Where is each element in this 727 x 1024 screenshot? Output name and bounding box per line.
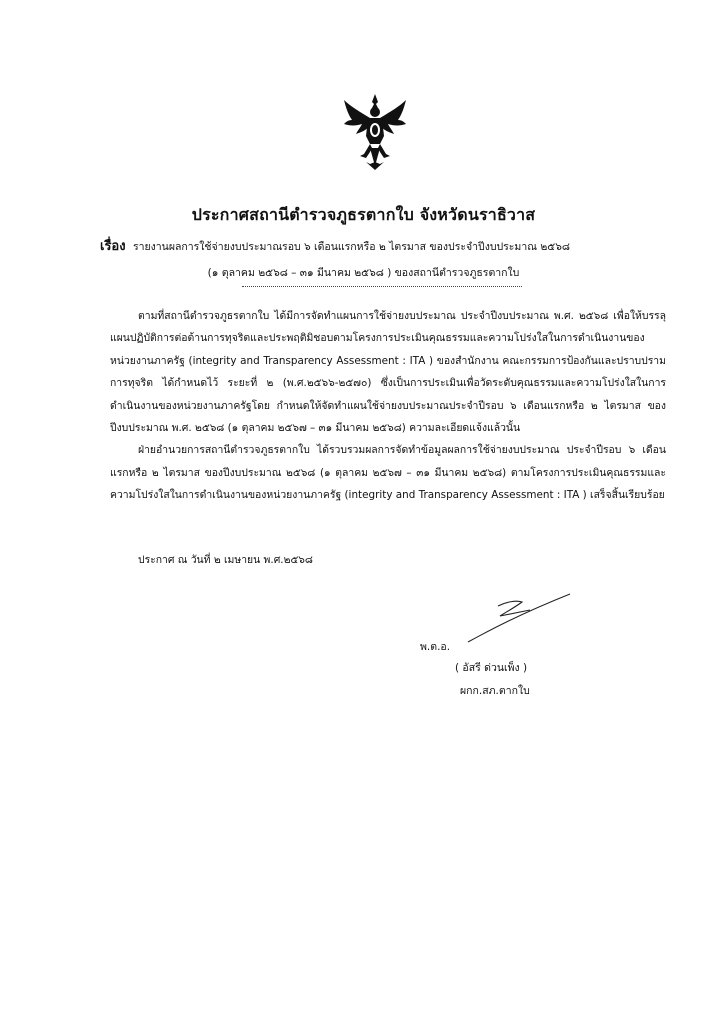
handwritten-signature	[460, 590, 580, 650]
body-paragraph-2: ฝ่ายอำนวยการสถานีตำรวจภูธรตากใบ ได้รวบรวมผลการจัดทำข้อมูลผลการใช้จ่ายงบประมาณ ประจำปีรอบ ๖ เดือนแรกหรือ ๒ ไตรมาส ของปีงบประมาณ ๒๕๖๘ (๑ ตุลาคม ๒๕๖๗ – ๓๑ มีนาคม ๒๕๖๘) ตามโครงการประเมินคุณธรรมและความโปร่งใสในการดำเนินงานของหน่วยงานภาครัฐ (integrity and Transparency Assessment : ITA ) เสร็จสิ้นเรียบร้อย	[110, 444, 666, 502]
subject-text: รายงานผลการใช้จ่ายงบประมาณรอบ ๖ เดือนแรกหรือ ๒ ไตรมาส ของประจำปีงบประมาณ ๒๕๖๘	[132, 241, 570, 253]
signer-rank: พ.ต.อ.	[420, 641, 451, 653]
signer-position: ผกก.สภ.ตากใบ	[460, 685, 530, 697]
body-paragraph-1: ตามที่สถานีตำรวจภูธรตากใบ ได้มีการจัดทำแผนการใช้จ่ายงบประมาณ ประจำปีงบประมาณ พ.ศ. ๒๕๖๘ เพื่อให้บรรลุแผนปฏิบัติการต่อต้านการทุจริตและประพฤติมิชอบตามโครงการประเมินคุณธรรมและความโปร่งใสในการดำเนินงานของหน่วยงานภาครัฐ (integrity and Transparency Assessment : ITA ) ของสำนักงาน คณะกรรมการป้องกันและปราบปรามการทุจริต ได้กำหนดไว้ ระยะที่ ๒ (พ.ศ.๒๕๖๖-๒๕๗๐) ซึ่งเป็นการประเมินเพื่อวัดระดับคุณธรรมและความโปร่งใสในการดำเนินงานของหน่วยงานภาครัฐโดย กำหนดให้จัดทำแผนใช้จ่ายงบประมาณประจำปีรอบ ๖ เดือนแรกหรือ ๒ ไตรมาส ของปีงบประมาณ พ.ศ. ๒๕๖๘ (๑ ตุลาคม ๒๕๖๗ – ๓๑ มีนาคม ๒๕๖๘) ความละเอียดแจ้งแล้วนั้น	[110, 310, 666, 435]
subject-label: เรื่อง	[100, 239, 126, 254]
signer-name: ( อัสรี ด่วนเพ็ง )	[455, 662, 528, 674]
body-text	[110, 305, 666, 507]
announcement-date: ประกาศ ณ วันที่ ๒ เมษายน พ.ศ.๒๕๖๘	[138, 554, 313, 566]
dotted-divider	[242, 286, 522, 287]
subject-date-range: (๑ ตุลาคม ๒๕๖๘ – ๓๑ มีนาคม ๒๕๖๘ ) ของสถานีตำรวจภูธรตากใบ	[207, 267, 520, 279]
announcement-title: ประกาศสถานีตำรวจภูธรตากใบ จังหวัดนราธิวาส	[191, 205, 536, 224]
garuda-emblem-icon	[340, 92, 410, 172]
subject-line	[100, 239, 660, 255]
